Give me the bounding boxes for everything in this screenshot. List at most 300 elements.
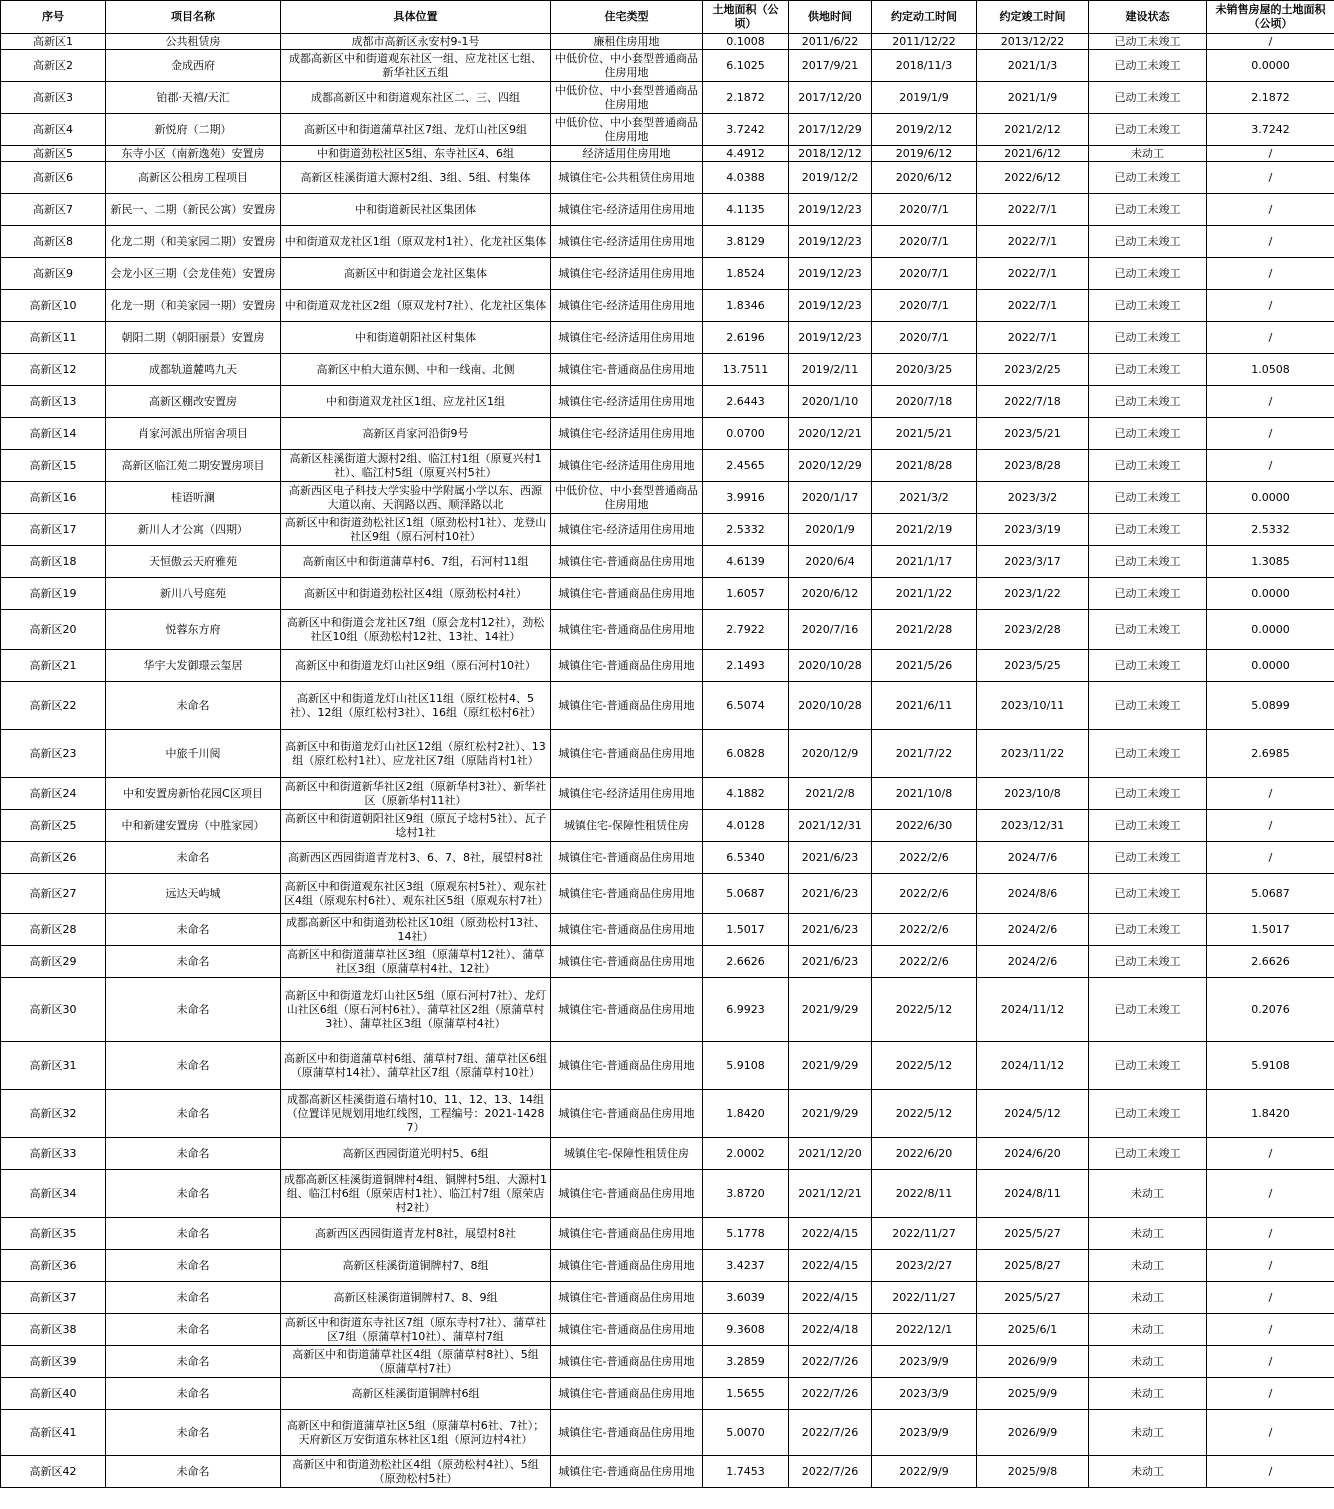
table-cell: 2022/6/12 <box>977 162 1089 194</box>
table-cell: 2021/8/28 <box>872 450 977 482</box>
table-cell: 已动工未竣工 <box>1089 290 1207 322</box>
table-cell: / <box>1207 842 1334 874</box>
table-cell: 已动工未竣工 <box>1089 514 1207 546</box>
table-cell: 未命名 <box>106 914 281 946</box>
table-cell: 高新区21 <box>1 650 106 682</box>
table-row <box>1 946 1334 978</box>
table-row <box>1 322 1334 354</box>
table-cell: 新川八号庭苑 <box>106 578 281 610</box>
table-row <box>1 482 1334 514</box>
column-header: 序号 <box>1 1 106 34</box>
table-cell: 1.5017 <box>1207 914 1334 946</box>
table-cell: 高新区18 <box>1 546 106 578</box>
table-cell: 已动工未竣工 <box>1089 650 1207 682</box>
table-cell: 2.1872 <box>1207 82 1334 114</box>
table-cell: 2020/7/1 <box>872 194 977 226</box>
table-cell: 2021/6/23 <box>789 874 872 914</box>
table-cell: 2022/12/1 <box>872 1314 977 1346</box>
table-row <box>1 914 1334 946</box>
table-cell: 9.3608 <box>703 1314 789 1346</box>
table-cell: 2017/12/29 <box>789 114 872 146</box>
table-cell: 2019/12/23 <box>789 194 872 226</box>
table-cell: 已动工未竣工 <box>1089 914 1207 946</box>
table-cell: 2024/8/6 <box>977 874 1089 914</box>
table-cell: 中低价位、中小套型普通商品住房用地 <box>551 482 703 514</box>
table-cell: 2022/4/15 <box>789 1250 872 1282</box>
table-cell: 0.0700 <box>703 418 789 450</box>
table-cell: 高新区12 <box>1 354 106 386</box>
table-cell: 2025/8/27 <box>977 1250 1089 1282</box>
table-cell: 高新区40 <box>1 1378 106 1410</box>
table-cell: / <box>1207 386 1334 418</box>
table-cell: 2021/6/23 <box>789 914 872 946</box>
table-cell: 2025/9/9 <box>977 1378 1089 1410</box>
table-cell: 新川人才公寓（四期） <box>106 514 281 546</box>
table-cell: 中和街道朝阳社区村集体 <box>281 322 551 354</box>
table-cell: 高新区22 <box>1 682 106 730</box>
table-cell: 2.6985 <box>1207 730 1334 778</box>
table-cell: 高新区13 <box>1 386 106 418</box>
table-cell: 2021/6/23 <box>789 842 872 874</box>
table-cell: 已动工未竣工 <box>1089 1042 1207 1090</box>
table-cell: 已动工未竣工 <box>1089 386 1207 418</box>
table-cell: 高新区中和街道龙灯山社区11组（原红松村4、5社）、12组（原红松村3社）、16组（原红松村6社） <box>281 682 551 730</box>
table-cell: 已动工未竣工 <box>1089 1090 1207 1138</box>
table-cell: 2021/12/20 <box>789 1138 872 1170</box>
table-cell: 高新区14 <box>1 418 106 450</box>
table-cell: 已动工未竣工 <box>1089 730 1207 778</box>
table-cell: 3.7242 <box>1207 114 1334 146</box>
table-cell: 高新区27 <box>1 874 106 914</box>
table-cell: 2022/7/1 <box>977 194 1089 226</box>
table-cell: 高新区中和街道蒲草社区7组、龙灯山社区9组 <box>281 114 551 146</box>
table-cell: 成都高新区中和街道观东社区一组、应龙社区七组、新华社区五组 <box>281 50 551 82</box>
column-header: 建设状态 <box>1089 1 1207 34</box>
column-header: 具体位置 <box>281 1 551 34</box>
table-row <box>1 682 1334 730</box>
table-cell: 城镇住宅-普通商品住房用地 <box>551 354 703 386</box>
table-cell: 2021/12/21 <box>789 1170 872 1218</box>
table-cell: 金成西府 <box>106 50 281 82</box>
table-cell: 成都高新区中和街道观东社区二、三、四组 <box>281 82 551 114</box>
table-cell: / <box>1207 1456 1334 1488</box>
table-cell: 2022/2/6 <box>872 946 977 978</box>
table-cell: 东寺小区（南新逸苑）安置房 <box>106 146 281 162</box>
table-cell: 未动工 <box>1089 1378 1207 1410</box>
table-cell: 城镇住宅-普通商品住房用地 <box>551 1282 703 1314</box>
table-cell: 高新区25 <box>1 810 106 842</box>
table-cell: 城镇住宅-保障性租赁住房 <box>551 1138 703 1170</box>
table-cell: 已动工未竣工 <box>1089 450 1207 482</box>
table-cell: 2020/1/9 <box>789 514 872 546</box>
table-cell: 2020/3/25 <box>872 354 977 386</box>
table-cell: 中和街道双龙社区1组（原双龙村1社）、化龙社区集体 <box>281 226 551 258</box>
table-row <box>1 978 1334 1042</box>
table-cell: 高新区32 <box>1 1090 106 1138</box>
table-cell: 2025/5/27 <box>977 1282 1089 1314</box>
table-cell: 高新区28 <box>1 914 106 946</box>
table-cell: 2022/5/12 <box>872 1090 977 1138</box>
table-cell: 2021/6/23 <box>789 946 872 978</box>
table-cell: 2026/9/9 <box>977 1410 1089 1456</box>
table-cell: 2019/12/2 <box>789 162 872 194</box>
table-cell: 6.1025 <box>703 50 789 82</box>
table-cell: 2022/2/6 <box>872 914 977 946</box>
table-cell: 2024/2/6 <box>977 914 1089 946</box>
table-cell: 高新区中和街道蒲草社区4组（原蒲草村8社）、5组（原蒲草村7社） <box>281 1346 551 1378</box>
table-cell: 已动工未竣工 <box>1089 258 1207 290</box>
table-cell: 高新区29 <box>1 946 106 978</box>
table-row <box>1 1090 1334 1138</box>
table-cell: 2023/8/28 <box>977 450 1089 482</box>
table-row <box>1 730 1334 778</box>
table-cell: 2.6626 <box>1207 946 1334 978</box>
table-cell: 2023/10/8 <box>977 778 1089 810</box>
table-cell: 已动工未竣工 <box>1089 418 1207 450</box>
table-cell: 2020/7/16 <box>789 610 872 650</box>
table-cell: 高新区10 <box>1 290 106 322</box>
column-header: 项目名称 <box>106 1 281 34</box>
table-cell: 未动工 <box>1089 1314 1207 1346</box>
table-cell: 未命名 <box>106 1218 281 1250</box>
table-cell: 高新区11 <box>1 322 106 354</box>
table-cell: 城镇住宅-普通商品住房用地 <box>551 610 703 650</box>
table-cell: 3.7242 <box>703 114 789 146</box>
table-cell: 2021/3/2 <box>872 482 977 514</box>
table-cell: 0.0000 <box>1207 50 1334 82</box>
table-cell: 城镇住宅-普通商品住房用地 <box>551 546 703 578</box>
table-cell: 2.6626 <box>703 946 789 978</box>
table-cell: 城镇住宅-普通商品住房用地 <box>551 1170 703 1218</box>
table-cell: 2.6196 <box>703 322 789 354</box>
table-cell: 已动工未竣工 <box>1089 482 1207 514</box>
table-cell: / <box>1207 1410 1334 1456</box>
table-cell: / <box>1207 1218 1334 1250</box>
table-cell: 0.0000 <box>1207 578 1334 610</box>
table-cell: 城镇住宅-普通商品住房用地 <box>551 874 703 914</box>
table-cell: 3.2859 <box>703 1346 789 1378</box>
table-cell: 已动工未竣工 <box>1089 682 1207 730</box>
table-cell: 未命名 <box>106 1346 281 1378</box>
table-cell: 2018/12/12 <box>789 146 872 162</box>
table-cell: 4.4912 <box>703 146 789 162</box>
table-cell: 2023/2/27 <box>872 1250 977 1282</box>
table-cell: / <box>1207 810 1334 842</box>
table-row <box>1 82 1334 114</box>
table-cell: 高新区6 <box>1 162 106 194</box>
table-row <box>1 114 1334 146</box>
table-cell: 2.5332 <box>1207 514 1334 546</box>
table-cell: 2013/12/22 <box>977 34 1089 50</box>
table-cell: 2.5332 <box>703 514 789 546</box>
table-cell: 2022/7/18 <box>977 386 1089 418</box>
table-cell: 2022/2/6 <box>872 842 977 874</box>
table-cell: 已动工未竣工 <box>1089 778 1207 810</box>
table-cell: 2023/12/31 <box>977 810 1089 842</box>
table-cell: 城镇住宅-普通商品住房用地 <box>551 730 703 778</box>
table-cell: 未动工 <box>1089 146 1207 162</box>
table-cell: 2023/2/25 <box>977 354 1089 386</box>
table-cell: 未命名 <box>106 1456 281 1488</box>
table-cell: 朝阳二期（朝阳丽景）安置房 <box>106 322 281 354</box>
table-cell: 城镇住宅-普通商品住房用地 <box>551 946 703 978</box>
table-cell: 城镇住宅-经济适用住房用地 <box>551 322 703 354</box>
table-cell: / <box>1207 34 1334 50</box>
table-cell: 已动工未竣工 <box>1089 578 1207 610</box>
table-cell: 城镇住宅-普通商品住房用地 <box>551 1042 703 1090</box>
table-cell: 3.8129 <box>703 226 789 258</box>
table-cell: 高新区34 <box>1 1170 106 1218</box>
table-cell: 化龙二期（和美家园二期）安置房 <box>106 226 281 258</box>
table-cell: / <box>1207 226 1334 258</box>
table-cell: 2020/7/1 <box>872 322 977 354</box>
table-row <box>1 1378 1334 1410</box>
table-cell: 已动工未竣工 <box>1089 842 1207 874</box>
table-cell: 6.5074 <box>703 682 789 730</box>
table-cell: 2020/12/9 <box>789 730 872 778</box>
table-cell: / <box>1207 1138 1334 1170</box>
table-cell: 2024/8/11 <box>977 1170 1089 1218</box>
table-cell: 2019/12/23 <box>789 322 872 354</box>
table-cell: 0.2076 <box>1207 978 1334 1042</box>
table-cell: 5.1778 <box>703 1218 789 1250</box>
table-row <box>1 146 1334 162</box>
table-cell: 城镇住宅-普通商品住房用地 <box>551 1090 703 1138</box>
table-cell: 2020/10/28 <box>789 682 872 730</box>
table-cell: 2021/6/12 <box>977 146 1089 162</box>
table-cell: 已动工未竣工 <box>1089 1138 1207 1170</box>
table-cell: 2.0002 <box>703 1138 789 1170</box>
table-cell: 2022/4/15 <box>789 1218 872 1250</box>
table-row <box>1 50 1334 82</box>
table-row <box>1 1250 1334 1282</box>
table-cell: 中和安置房新怡花园C区项目 <box>106 778 281 810</box>
table-cell: 已动工未竣工 <box>1089 874 1207 914</box>
table-cell: 化龙一期（和美家园一期）安置房 <box>106 290 281 322</box>
table-cell: 1.8524 <box>703 258 789 290</box>
table-cell: 成都高新区中和街道劲松社区10组（原劲松村13社、14社） <box>281 914 551 946</box>
table-cell: 中低价位、中小套型普通商品住房用地 <box>551 50 703 82</box>
table-cell: 城镇住宅-公共租赁住房用地 <box>551 162 703 194</box>
table-cell: 2021/9/29 <box>789 1042 872 1090</box>
table-cell: 4.0388 <box>703 162 789 194</box>
table-cell: 高新区41 <box>1 1410 106 1456</box>
table-cell: 已动工未竣工 <box>1089 114 1207 146</box>
table-cell: 城镇住宅-经济适用住房用地 <box>551 514 703 546</box>
table-cell: 2024/7/6 <box>977 842 1089 874</box>
table-cell: 2022/5/12 <box>872 1042 977 1090</box>
table-cell: 未命名 <box>106 946 281 978</box>
table-cell: 高新区中柏大道东侧、中和一线南、北侧 <box>281 354 551 386</box>
table-cell: / <box>1207 290 1334 322</box>
table-cell: 城镇住宅-经济适用住房用地 <box>551 258 703 290</box>
table-cell: 城镇住宅-经济适用住房用地 <box>551 450 703 482</box>
table-cell: 城镇住宅-普通商品住房用地 <box>551 1346 703 1378</box>
table-cell: 中和街道双龙社区1组、应龙社区1组 <box>281 386 551 418</box>
table-cell: 2024/6/20 <box>977 1138 1089 1170</box>
table-cell: 2019/12/23 <box>789 290 872 322</box>
table-cell: 新民一、二期（新民公寓）安置房 <box>106 194 281 226</box>
table-cell: / <box>1207 778 1334 810</box>
table-cell: 已动工未竣工 <box>1089 194 1207 226</box>
table-cell: 未命名 <box>106 1378 281 1410</box>
table-cell: 华宇大发御璟云玺居 <box>106 650 281 682</box>
table-cell: 5.0687 <box>703 874 789 914</box>
table-cell: 2025/9/8 <box>977 1456 1089 1488</box>
table-cell: 2023/9/9 <box>872 1346 977 1378</box>
table-cell: 高新区桂溪街道铜牌村7、8、9组 <box>281 1282 551 1314</box>
table-cell: 公共租赁房 <box>106 34 281 50</box>
table-cell: 2022/6/20 <box>872 1138 977 1170</box>
table-cell: 未动工 <box>1089 1218 1207 1250</box>
table-row <box>1 1042 1334 1090</box>
table-cell: 已动工未竣工 <box>1089 50 1207 82</box>
table-cell: 经济适用住房用地 <box>551 146 703 162</box>
table-cell: 未命名 <box>106 1250 281 1282</box>
table-cell: 2022/7/1 <box>977 226 1089 258</box>
table-cell: 城镇住宅-普通商品住房用地 <box>551 1218 703 1250</box>
table-cell: 高新区42 <box>1 1456 106 1488</box>
table-cell: 2021/5/21 <box>872 418 977 450</box>
table-row <box>1 450 1334 482</box>
table-cell: 高新区中和街道朝阳社区9组（原瓦子埝村5社）、瓦子埝村1社 <box>281 810 551 842</box>
table-cell: 1.7453 <box>703 1456 789 1488</box>
table-row <box>1 386 1334 418</box>
table-cell: 城镇住宅-经济适用住房用地 <box>551 778 703 810</box>
table-cell: 远达天屿城 <box>106 874 281 914</box>
table-cell: 2023/10/11 <box>977 682 1089 730</box>
table-cell: 未动工 <box>1089 1282 1207 1314</box>
table-cell: / <box>1207 1314 1334 1346</box>
table-cell: 2023/3/19 <box>977 514 1089 546</box>
table-cell: 2021/6/11 <box>872 682 977 730</box>
table-cell: 高新区中和街道龙灯山社区5组（原石河村7社）、龙灯山社区6组（原石河村6社）、蒲草社区2组（原蒲草村3社）、蒲草社区3组（原蒲草村4社） <box>281 978 551 1042</box>
table-cell: 高新区桂溪街道大源村2组、3组、5组、村集体 <box>281 162 551 194</box>
table-cell: 高新区16 <box>1 482 106 514</box>
table-cell: 2021/1/22 <box>872 578 977 610</box>
table-cell: 高新区桂溪街道大源村2组、临江村1组（原夏兴村1社）、临江村5组（原夏兴村5社） <box>281 450 551 482</box>
table-cell: / <box>1207 1346 1334 1378</box>
table-cell: 5.0687 <box>1207 874 1334 914</box>
table-cell: 高新区临江苑二期安置房项目 <box>106 450 281 482</box>
table-cell: 已动工未竣工 <box>1089 162 1207 194</box>
table-cell: 已动工未竣工 <box>1089 978 1207 1042</box>
table-cell: 未命名 <box>106 1090 281 1138</box>
table-cell: 高新区中和街道蒲草社区3组（原蒲草村12社）、蒲草社区3组（原蒲草村4社、12社） <box>281 946 551 978</box>
table-cell: 2022/7/26 <box>789 1410 872 1456</box>
table-cell: 已动工未竣工 <box>1089 546 1207 578</box>
table-cell: 5.9108 <box>703 1042 789 1090</box>
table-row <box>1 514 1334 546</box>
table-cell: 1.8420 <box>1207 1090 1334 1138</box>
table-cell: 2021/12/31 <box>789 810 872 842</box>
table-row <box>1 778 1334 810</box>
table-row <box>1 1138 1334 1170</box>
table-body <box>1 34 1334 1488</box>
table-row <box>1 194 1334 226</box>
table-cell: 高新区桂溪街道铜牌村6组 <box>281 1378 551 1410</box>
table-cell: 高新区33 <box>1 1138 106 1170</box>
table-cell: 2021/10/8 <box>872 778 977 810</box>
table-cell: 未动工 <box>1089 1346 1207 1378</box>
table-cell: 2017/12/20 <box>789 82 872 114</box>
table-cell: 高新区1 <box>1 34 106 50</box>
table-row <box>1 34 1334 50</box>
table-cell: 5.0899 <box>1207 682 1334 730</box>
table-row <box>1 1346 1334 1378</box>
table-cell: 高新区中和街道新华社区2组（原新华村3社）、新华社区（原新华村11社） <box>281 778 551 810</box>
table-cell: 高新区棚改安置房 <box>106 386 281 418</box>
table-cell: 2020/12/29 <box>789 450 872 482</box>
table-cell: 高新区中和街道会龙社区集体 <box>281 258 551 290</box>
table-cell: 高新区24 <box>1 778 106 810</box>
table-cell: / <box>1207 258 1334 290</box>
table-cell: 2.1493 <box>703 650 789 682</box>
table-cell: 2021/9/29 <box>789 978 872 1042</box>
table-cell: 2023/5/21 <box>977 418 1089 450</box>
table-cell: 2020/6/4 <box>789 546 872 578</box>
table-cell: 高新区中和街道龙灯山社区12组（原红松村2社）、13组（原红松村1社）、应龙社区7组（原陆肖村1社） <box>281 730 551 778</box>
table-cell: 2.1872 <box>703 82 789 114</box>
table-cell: 2024/5/12 <box>977 1090 1089 1138</box>
table-cell: 2022/8/11 <box>872 1170 977 1218</box>
table-cell: 高新区7 <box>1 194 106 226</box>
table-cell: 成都高新区桂溪街道石墙村10、11、12、13、14组（位置详见规划用地红线图，工程编号：2021-14287） <box>281 1090 551 1138</box>
table-cell: 2020/7/1 <box>872 290 977 322</box>
table-cell: 4.1135 <box>703 194 789 226</box>
table-cell: 2020/10/28 <box>789 650 872 682</box>
table-cell: 2024/11/12 <box>977 1042 1089 1090</box>
table-cell: 2022/7/26 <box>789 1378 872 1410</box>
table-cell: 2021/2/12 <box>977 114 1089 146</box>
table-cell: 新悦府（二期） <box>106 114 281 146</box>
table-cell: 高新区15 <box>1 450 106 482</box>
table-cell: 2026/9/9 <box>977 1346 1089 1378</box>
table-cell: 未命名 <box>106 1282 281 1314</box>
column-header: 土地面积（公顷） <box>703 1 789 34</box>
table-row <box>1 1314 1334 1346</box>
column-header: 约定竣工时间 <box>977 1 1089 34</box>
table-cell: 高新区中和街道劲松社区1组（原劲松村1社）、龙登山社区9组（原石河村10社） <box>281 514 551 546</box>
table-cell: 已动工未竣工 <box>1089 322 1207 354</box>
table-cell: 1.5017 <box>703 914 789 946</box>
column-header: 住宅类型 <box>551 1 703 34</box>
table-cell: 已动工未竣工 <box>1089 610 1207 650</box>
table-cell: 铂郡·天禧/天汇 <box>106 82 281 114</box>
table-cell: 高新南区中和街道蒲草村6、7组，石河村11组 <box>281 546 551 578</box>
table-row <box>1 810 1334 842</box>
column-header: 未销售房屋的土地面积（公顷） <box>1207 1 1334 34</box>
table-cell: 高新区20 <box>1 610 106 650</box>
table-cell: 1.8420 <box>703 1090 789 1138</box>
table-cell: 3.9916 <box>703 482 789 514</box>
table-cell: 高新区肖家河沿街9号 <box>281 418 551 450</box>
table-cell: 高新西区电子科技大学实验中学附属小学以东、西源大道以南、天润路以西、顺泽路以北 <box>281 482 551 514</box>
table-row <box>1 874 1334 914</box>
table-cell: 未命名 <box>106 1314 281 1346</box>
table-cell: 2021/9/29 <box>789 1090 872 1138</box>
table-cell: 2021/2/28 <box>872 610 977 650</box>
table-cell: 1.0508 <box>1207 354 1334 386</box>
table-cell: 2022/2/6 <box>872 874 977 914</box>
table-cell: 城镇住宅-普通商品住房用地 <box>551 650 703 682</box>
table-cell: / <box>1207 450 1334 482</box>
table-cell: 2019/12/23 <box>789 226 872 258</box>
table-row <box>1 1218 1334 1250</box>
table-cell: 城镇住宅-经济适用住房用地 <box>551 194 703 226</box>
table-cell: 肖家河派出所宿舍项目 <box>106 418 281 450</box>
table-cell: 未命名 <box>106 1138 281 1170</box>
